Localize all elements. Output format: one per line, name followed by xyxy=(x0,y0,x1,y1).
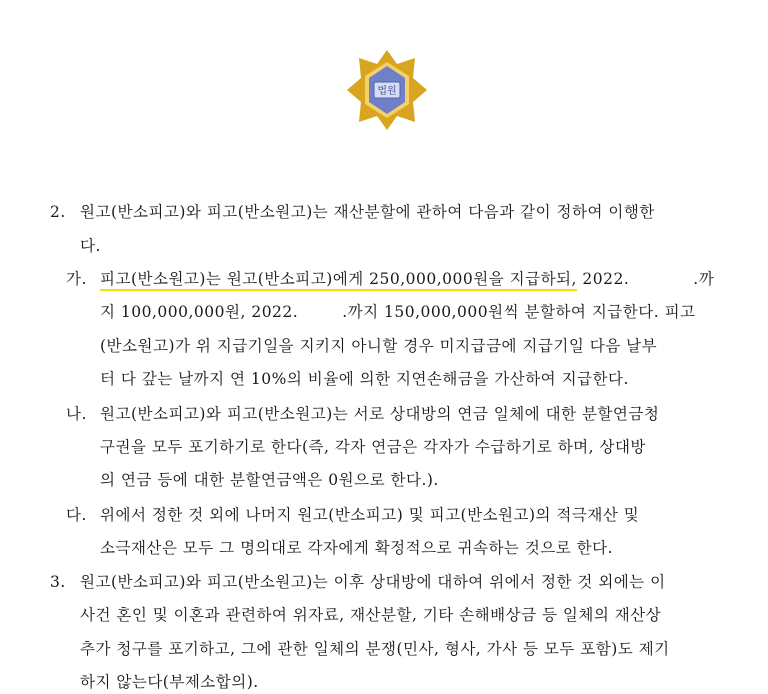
item-ga-until-1: .까 xyxy=(693,270,715,288)
emblem-label: 법원 xyxy=(377,86,397,97)
item-na-line-3: 의 연금 등에 대한 분할연금액은 0원으로 한다.). xyxy=(100,471,439,489)
item-3-line-3: 추가 청구를 포기하고, 그에 관한 일체의 분쟁(민사, 형사, 가사 등 모두 포함)도 제기 xyxy=(80,640,670,658)
highlighted-payment-clause: 피고(반소원고)는 원고(반소피고)에게 250,000,000원을 지급하되, xyxy=(100,270,577,291)
item-da-line-1: 위에서 정한 것 외에 나머지 원고(반소피고) 및 피고(반소원고)의 적극재산 및 xyxy=(100,506,640,524)
item-ga-date-1: 2022. xyxy=(582,270,630,288)
item-3-line-4: 하지 않는다(부제소합의). xyxy=(80,673,259,691)
item-2-line-2: 다. xyxy=(80,237,101,255)
item-2-number: 2. xyxy=(50,203,66,221)
item-na-line-1: 원고(반소피고)와 피고(반소원고)는 서로 상대방의 연금 일체에 대한 분할연금청 xyxy=(100,405,660,423)
item-ga-line-2b: .까지 150,000,000원씩 분할하여 지급한다. 피고 xyxy=(342,303,696,321)
item-ga-line-1 xyxy=(100,269,714,289)
item-na-line-2: 구권을 모두 포기하기로 한다(즉, 각자 연금은 각자가 수급하기로 하며, 상대방 xyxy=(100,438,646,456)
item-ga-line-3: (반소원고)가 위 지급기일을 지키지 아니할 경우 미지급금에 지급기일 다음 날부 xyxy=(100,337,658,355)
item-3-line-1: 원고(반소피고)와 피고(반소원고)는 이후 상대방에 대하여 위에서 정한 것 외에는 이 xyxy=(80,573,666,591)
item-ga-marker: 가. xyxy=(66,270,87,288)
item-3-number: 3. xyxy=(50,573,66,591)
item-3-line-2: 사건 혼인 및 이혼과 관련하여 위자료, 재산분할, 기타 손해배상금 등 일체의 재산상 xyxy=(80,606,662,624)
item-da-marker: 다. xyxy=(66,506,87,524)
item-ga-line-4: 터 다 갚는 날까지 연 10%의 비율에 의한 지연손해금을 가산하여 지급한다. xyxy=(100,370,629,388)
item-da-line-2: 소극재산은 모두 그 명의대로 각자에게 확정적으로 귀속하는 것으로 한다. xyxy=(100,539,614,557)
item-2-line-1: 원고(반소피고)와 피고(반소원고)는 재산분할에 관하여 다음과 같이 정하여 이행한 xyxy=(80,203,655,221)
item-ga-line-2 xyxy=(100,302,696,322)
item-na-marker: 나. xyxy=(66,405,87,423)
item-ga-line-2a: 지 100,000,000원, 2022. xyxy=(100,303,299,321)
